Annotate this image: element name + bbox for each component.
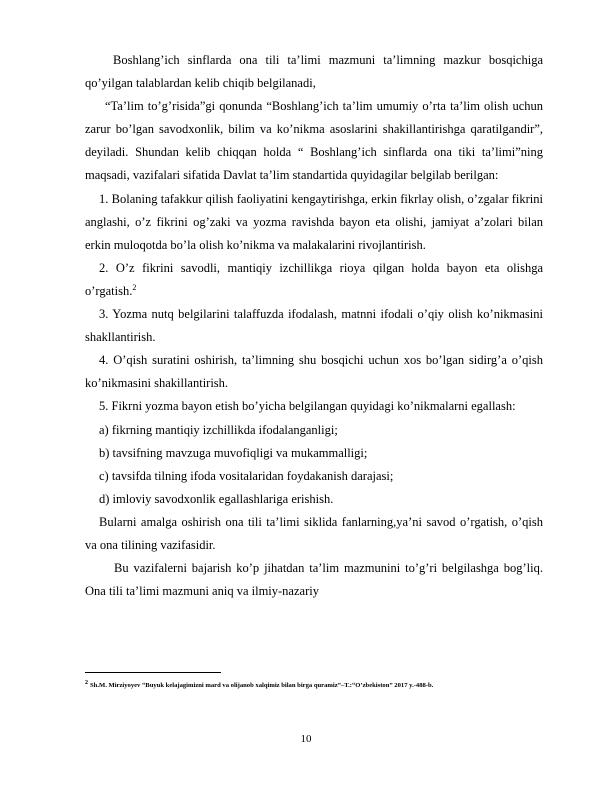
sub-item-d: d) imloviy savodxonlik egallashlariga erishish. — [99, 491, 334, 506]
footnote-reference: 2 — [132, 282, 137, 292]
list-item-2 — [85, 257, 543, 303]
page-number: 10 — [300, 733, 312, 745]
paragraph-intro: Boshlang’ich sinflarda ona tili ta’limi mazmuni ta’limning mazkur bosqichiga qo’yilgan talablardan kelib chiqib belgilanadi, — [85, 53, 543, 91]
footnote-text: Sh.M. Mirziyoyev “Buyuk kelajagimizni mard va olijanob xalqimiz bilan birga quramiz”–T.:“O’zbekiston” 2017 y.-488-b. — [90, 682, 434, 689]
list-item-5: 5. Fikrni yozma bayon etish bo’yicha belgilangan quyidagi ko’nikmalarni egallash: — [99, 399, 516, 414]
sub-item-b: b) tavsifning mavzuga muvofiqligi va mukammalligi; — [99, 445, 368, 460]
list-item-4: 4. O’qish suratini oshirish, ta’limning shu bosqichi uchun xos bo’lgan sidirg’a o’qish ko’nikmasini shakillantirish. — [85, 353, 543, 391]
sub-item-a: a) fikrning mantiqiy izchillikda ifodalanganligi; — [99, 422, 338, 437]
sub-item-c: c) tavsifda tilning ifoda vositalaridan foydakanish darajasi; — [99, 468, 394, 483]
document-body — [85, 49, 543, 603]
footnote-mark: 2 — [85, 679, 88, 686]
paragraph-conclusion: Bu vazifalerni bajarish ko’p jihatdan ta’lim mazmunini to’g’ri belgilashga bog’liq. Ona tili ta’limi mazmuni aniq va ilmiy-nazariy — [85, 561, 543, 599]
footnote — [85, 681, 545, 691]
paragraph-summary: Bularni amalga oshirish ona tili ta’limi siklida fanlarning,ya’ni savod o’rgatish, o’qish va ona tilining vazifasidir. — [85, 514, 543, 552]
footnote-divider — [85, 672, 221, 673]
list-item-3: 3. Yozma nutq belgilarini talaffuzda ifodalash, matnni ifodali o’qiy olish ko’nikmasini shakllantirish. — [85, 307, 543, 345]
paragraph-law-quote: “Ta’lim to’g’risida”gi qonunda “Boshlang’ich ta’lim umumiy o’rta ta’lim olish uchun zarur bo’lgan savodxonlik, bilim va ko’nikma asoslarini shakillantirishga qaratilgandir”, deyiladi. Shundan kelib chiqqan holda “ Boshlang’ich sinflarda ona tiki ta’limi”ning maqsadi, vazifalari sifatida Davlat ta’lim standartida quyidagilar belgilab berilgan: — [85, 99, 543, 183]
list-item-2-text: 2. O’z fikrini savodli, mantiqiy izchillikga rioya qilgan holda bayon eta olishga o’rgatish. — [85, 260, 543, 298]
list-item-1: 1. Bolaning tafakkur qilish faoliyatini kengaytirishga, erkin fikrlay olish, o’zgalar fikrini anglashi, o’z fikrini og’zaki va yozma ravishda bayon eta olishi, jamiyat a’zolari bilan erkin muloqotda bo’la olish ko’nikma va malakalarini rivojlantirish. — [85, 191, 543, 252]
